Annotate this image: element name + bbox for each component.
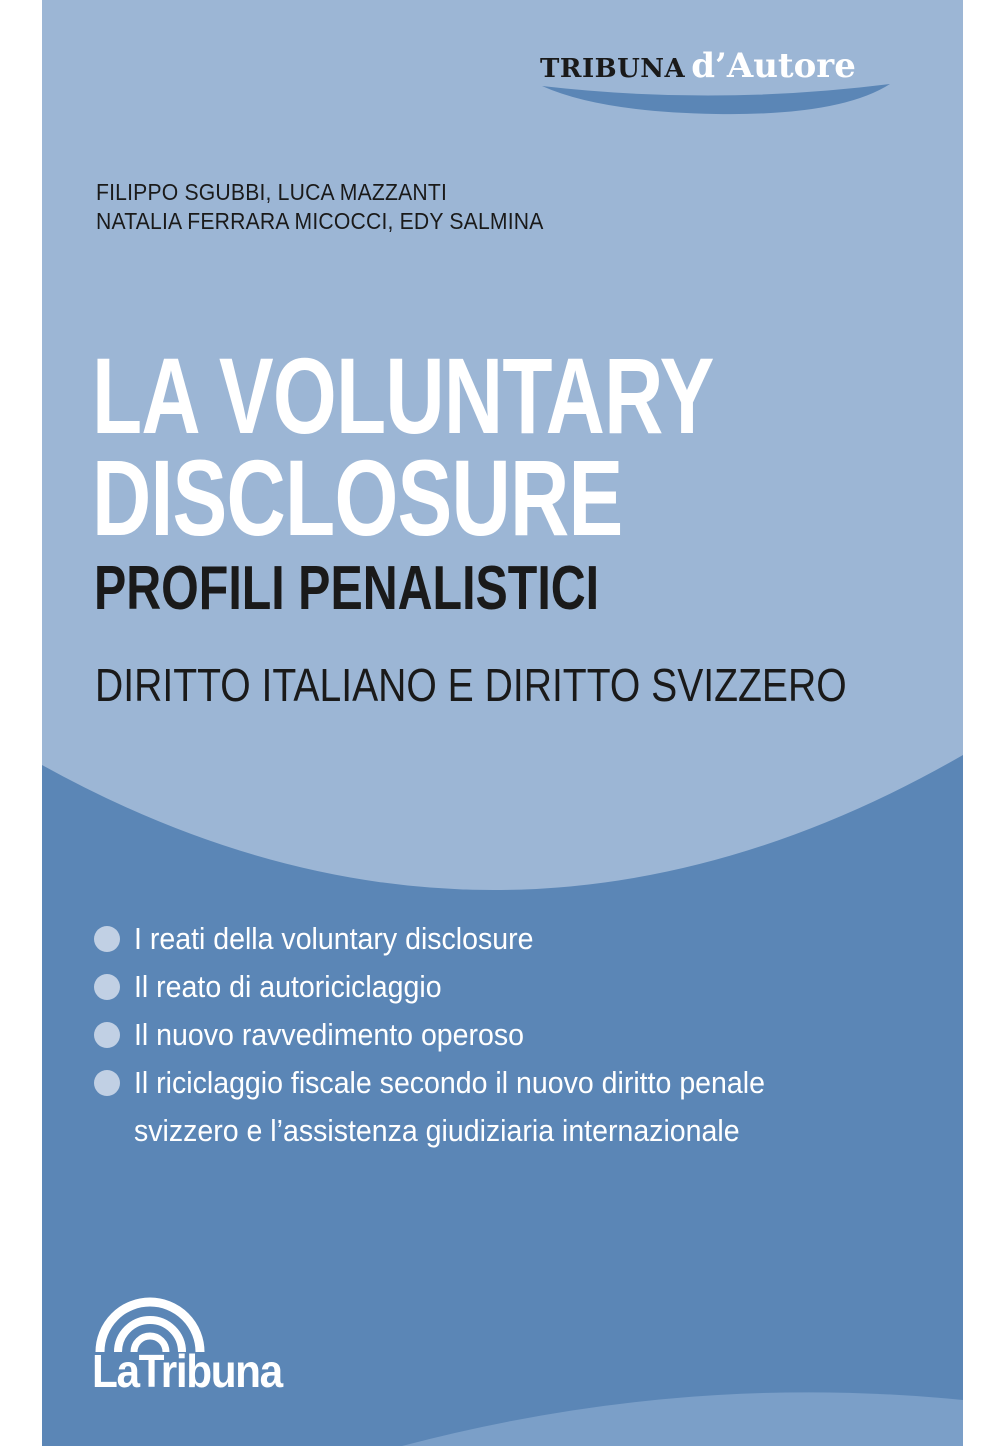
authors-line: NATALIA FERRARA MICOCCI, EDY SALMINA: [96, 208, 544, 234]
book-title-line: DISCLOSURE: [92, 437, 623, 558]
topic-item: Il nuovo ravvedimento operoso: [94, 1011, 954, 1059]
authors: [96, 178, 544, 236]
book-title-line: LA VOLUNTARY: [92, 335, 714, 456]
topic-item: I reati della voluntary disclosure: [94, 915, 954, 963]
book-subtitle-secondary: DIRITTO ITALIANO E DIRITTO SVIZZERO: [95, 659, 847, 711]
book-title: [92, 335, 714, 558]
authors-line: FILIPPO SGUBBI, LUCA MAZZANTI: [96, 179, 448, 205]
rainbow-arcs-icon: [94, 1292, 206, 1352]
book-subtitle: PROFILI PENALISTICI: [94, 554, 600, 623]
bullet-icon: [94, 1022, 120, 1048]
series-name-part1: TRIBUNA: [540, 54, 686, 84]
topic-item-continuation: svizzero e l’assistenza giudiziaria internazionale: [134, 1113, 740, 1148]
bullet-icon: [94, 926, 120, 952]
bullet-icon: [94, 1070, 120, 1096]
topics-list: [94, 915, 954, 1155]
book-cover: [42, 0, 963, 1446]
series-name-part2: d’Autore: [691, 46, 856, 86]
publisher-logo: [92, 1292, 302, 1402]
topic-item: Il riciclaggio fiscale secondo il nuovo diritto penale: [94, 1059, 954, 1107]
series-logo: [540, 40, 892, 116]
publisher-name: LaTribuna: [92, 1345, 282, 1397]
bullet-icon: [94, 974, 120, 1000]
topic-item: Il reato di autoriciclaggio: [94, 963, 954, 1011]
series-swoosh-icon: [540, 80, 892, 116]
